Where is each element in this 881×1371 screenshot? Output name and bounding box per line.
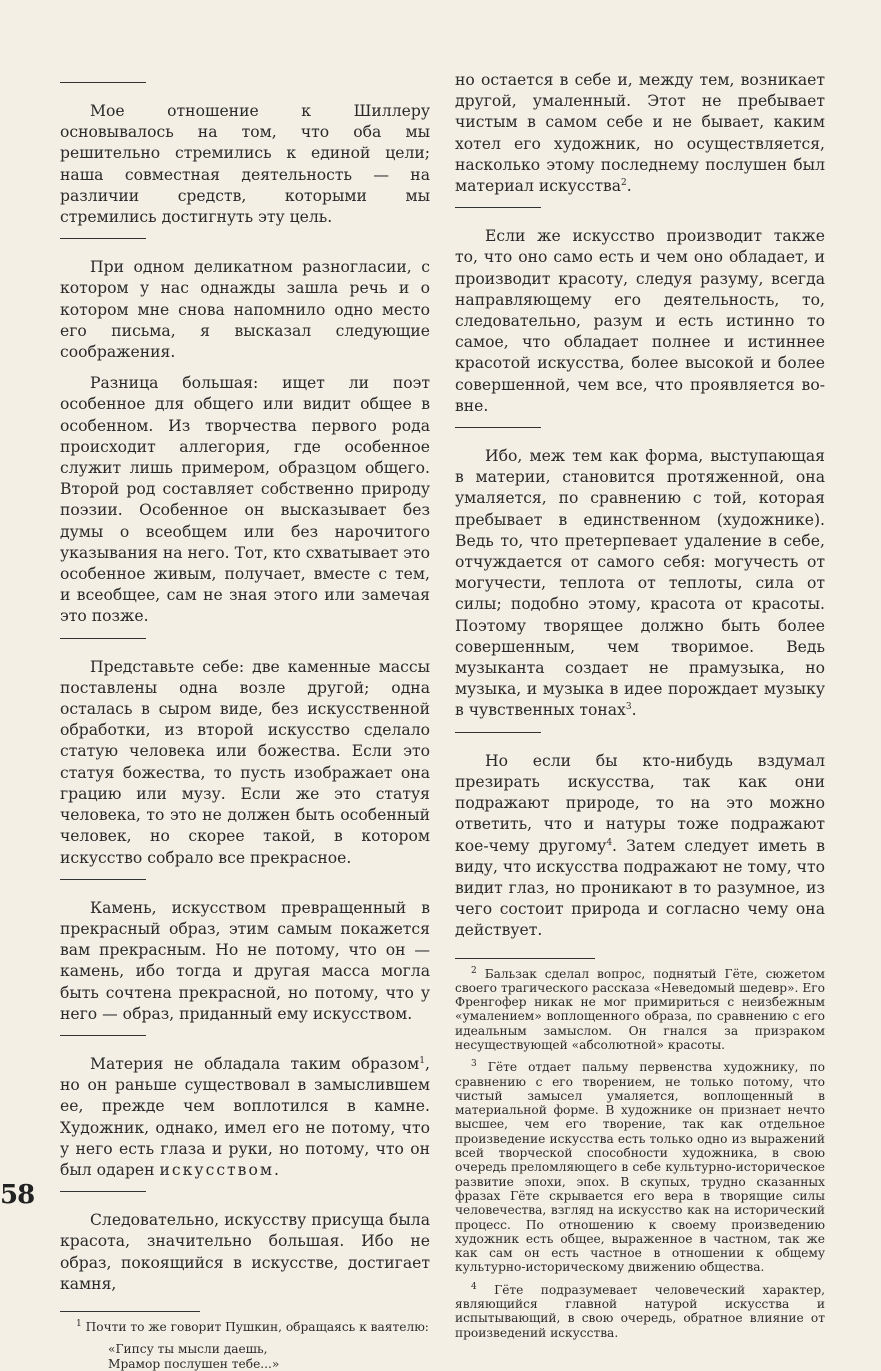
footnote-quote-line: Мрамор послушен тебе...» <box>108 1356 280 1371</box>
footnote-number: 4 <box>471 1281 477 1292</box>
section-divider <box>455 732 541 733</box>
paragraph-text: Но если бы кто-нибудь вздумал презирать искусства, так как они подражают природе, то на это можно ответить, что и натуры тоже подражают кое-чему другому <box>455 751 825 855</box>
footnote-text: Бальзак сделал вопрос, поднятый Гёте, сюжетом своего трагического рассказа «Неведомый шедевр». Его Френгофер никак не мог примириться с неизбежным «умалением» воплощенного образа, по сравнению с его идеальным замыслом. Он гнался за призраком несуществующей «абсолютной» красоты. <box>455 966 825 1052</box>
footnote-text: Гёте отдает пальму первенства художнику, по сравнению с его творением, не только потому, что чистый замысел умаляется, воплощенный в материальной форме. В художнике он признает нечто высшее, чем его творение, так как отдельное произведение искусства есть только одно из выражений всей творческой способности художника, в свою очередь преломляющего в себе культурно-историческое развитие эпохи, эпох. В скупых, трудно сказанных фразах Гёте скрывается его вера в творящие силы человечества, взгляд на искусство как на исторический процесс. По отношению к своему произведению художник есть общее, выраженное в частном, так же как сам он есть частное в отношении к общему культурно-историческому движению общества. <box>455 1060 826 1275</box>
footnote-number: 3 <box>471 1059 477 1070</box>
left-column <box>60 70 430 1371</box>
footnote <box>455 1283 825 1340</box>
paragraph: Разница большая: ищет ли поэт особенное для общего или видит общее в особенном. Из творчества первого рода происходит аллегория, где особенное служит лишь примером, образцом общего. Второй род составляет собственно природу поэзии. Особенное он высказывает без думы о всеобщем или без нарочитого указывания на него. Тот, кто схватывает это особенное живым, получает, вместе с тем, и всеобщее, сам не зная этого или замечая это позже. <box>60 374 430 626</box>
section-divider <box>455 427 541 428</box>
section-divider <box>60 82 146 83</box>
footnote-rule <box>455 958 595 959</box>
paragraph: Следовательно, искусству присуща была красота, значительно большая. Ибо не образ, покоящийся в искусстве, достигает камня, <box>60 1211 430 1293</box>
section-divider <box>60 1035 146 1036</box>
paragraph-text: Материя не обладала таким образом <box>90 1054 420 1073</box>
paragraph-text: , но он раньше существовал в замыслившем ее, прежде чем воплотился в камне. Художник, однако, имел его не потому, что у него есть глаза и руки, но потому, что он был одарен <box>60 1054 430 1179</box>
paragraph-text: . Затем следует иметь в виду, что искусства подражают не тому, что видит глаз, но проникают в то разумное, из чего состоит природа и согласно чему она действует. <box>455 836 825 940</box>
footnote-rule <box>60 1311 200 1312</box>
emphasized-text: искусством. <box>159 1160 281 1179</box>
paragraph <box>455 446 825 722</box>
footnote-number: 2 <box>471 965 477 976</box>
footnote <box>60 1320 430 1334</box>
paragraph <box>455 751 825 942</box>
paragraph-text: но остается в себе и, между тем, возникает другой, умаленный. Этот не пребывает чистым в самом себе и не бывает, каким хотел его художник, но осуществляется, насколько этому последнему послушен был материал искусства <box>455 71 825 196</box>
footnote-marker: 3 <box>625 702 632 713</box>
paragraph: Камень, искусством превращенный в прекрасный образ, этим самым покажется вам прекрасным. Но не потому, что он — камень, ибо тогда и другая масса могла быть сочтена прекрасной, но потому, что у него — образ, приданный ему искусством. <box>60 898 430 1023</box>
section-divider <box>60 238 146 239</box>
footnote-marker: 2 <box>621 177 627 188</box>
right-column <box>455 70 825 1348</box>
section-divider <box>60 638 146 639</box>
paragraph: Если же искусство производит также то, что оно само есть и чем оно обладает, и производит красоту, следуя разуму, всегда направляющему его деятельность, то, следовательно, разум и есть истинно то самое, что обладает полнее и истиннее красотой искусства, более высокой и более совершенной, чем все, что проявляется во-вне. <box>455 227 825 415</box>
paragraph <box>455 70 825 197</box>
paragraph-text: . <box>626 177 632 196</box>
paragraph-text: . <box>631 701 637 720</box>
paragraph-text: Ибо, меж тем как форма, выступающая в материи, становится протяженной, она умаляется, по сравнению с той, которая пребывает в единственном (художнике). Ведь то, что претерпевает удаление в себе, отчуждается от самого себя: могучесть от могучести, теплота от теплоты, сила от силы; подобно этому, красота от красоты. Поэтому творящее должно быть более совершенным, чем творимое. Ведь музыканта создает не прамузыка, но музыка, и музыка в идее порождает музыку в чувственных тонах <box>455 447 825 720</box>
footnote <box>455 967 825 1053</box>
section-divider <box>60 879 146 880</box>
section-divider <box>455 207 541 208</box>
section-divider <box>60 1191 146 1192</box>
footnote-marker: 1 <box>419 1055 426 1066</box>
paragraph <box>60 1054 430 1181</box>
footnote-quote-line: «Гипсу ты мысли даешь, <box>108 1342 268 1357</box>
paragraph: При одном деликатном разногласии, с котором у нас однажды зашла речь и о котором мне снова напомнило одно место его письма, я высказал следующие соображения. <box>60 258 430 362</box>
footnote-marker: 4 <box>606 837 613 848</box>
paragraph: Представьте себе: две каменные массы поставлены одна возле другой; одна осталась в сыром виде, без искусственной обработки, из второй искусство сделало статую человека или божества. Если это статуя божества, то пусть изображает она грацию или музу. Если же это статуя человека, то это не должен быть особенный человек, но скорее такой, в котором искусство собрало все прекрасное. <box>60 657 430 867</box>
footnote-number: 1 <box>76 1318 82 1329</box>
page-number: 58 <box>0 1180 35 1210</box>
footnote <box>455 1060 825 1274</box>
paragraph: Мое отношение к Шиллеру основывалось на том, что оба мы решительно стремились к единой цели; наша совместная деятельность — на различии средств, которыми мы стремились достигнуть эту цель. <box>60 102 430 227</box>
footnote-text: Почти то же говорит Пушкин, обращаясь к ваятелю: <box>85 1319 429 1334</box>
footnote-text: Гёте подразумевает человеческий характер, являющийся главной натурой искусства и испытывающий, в свою очередь, обратное влияние от произведений искусства. <box>455 1282 825 1340</box>
